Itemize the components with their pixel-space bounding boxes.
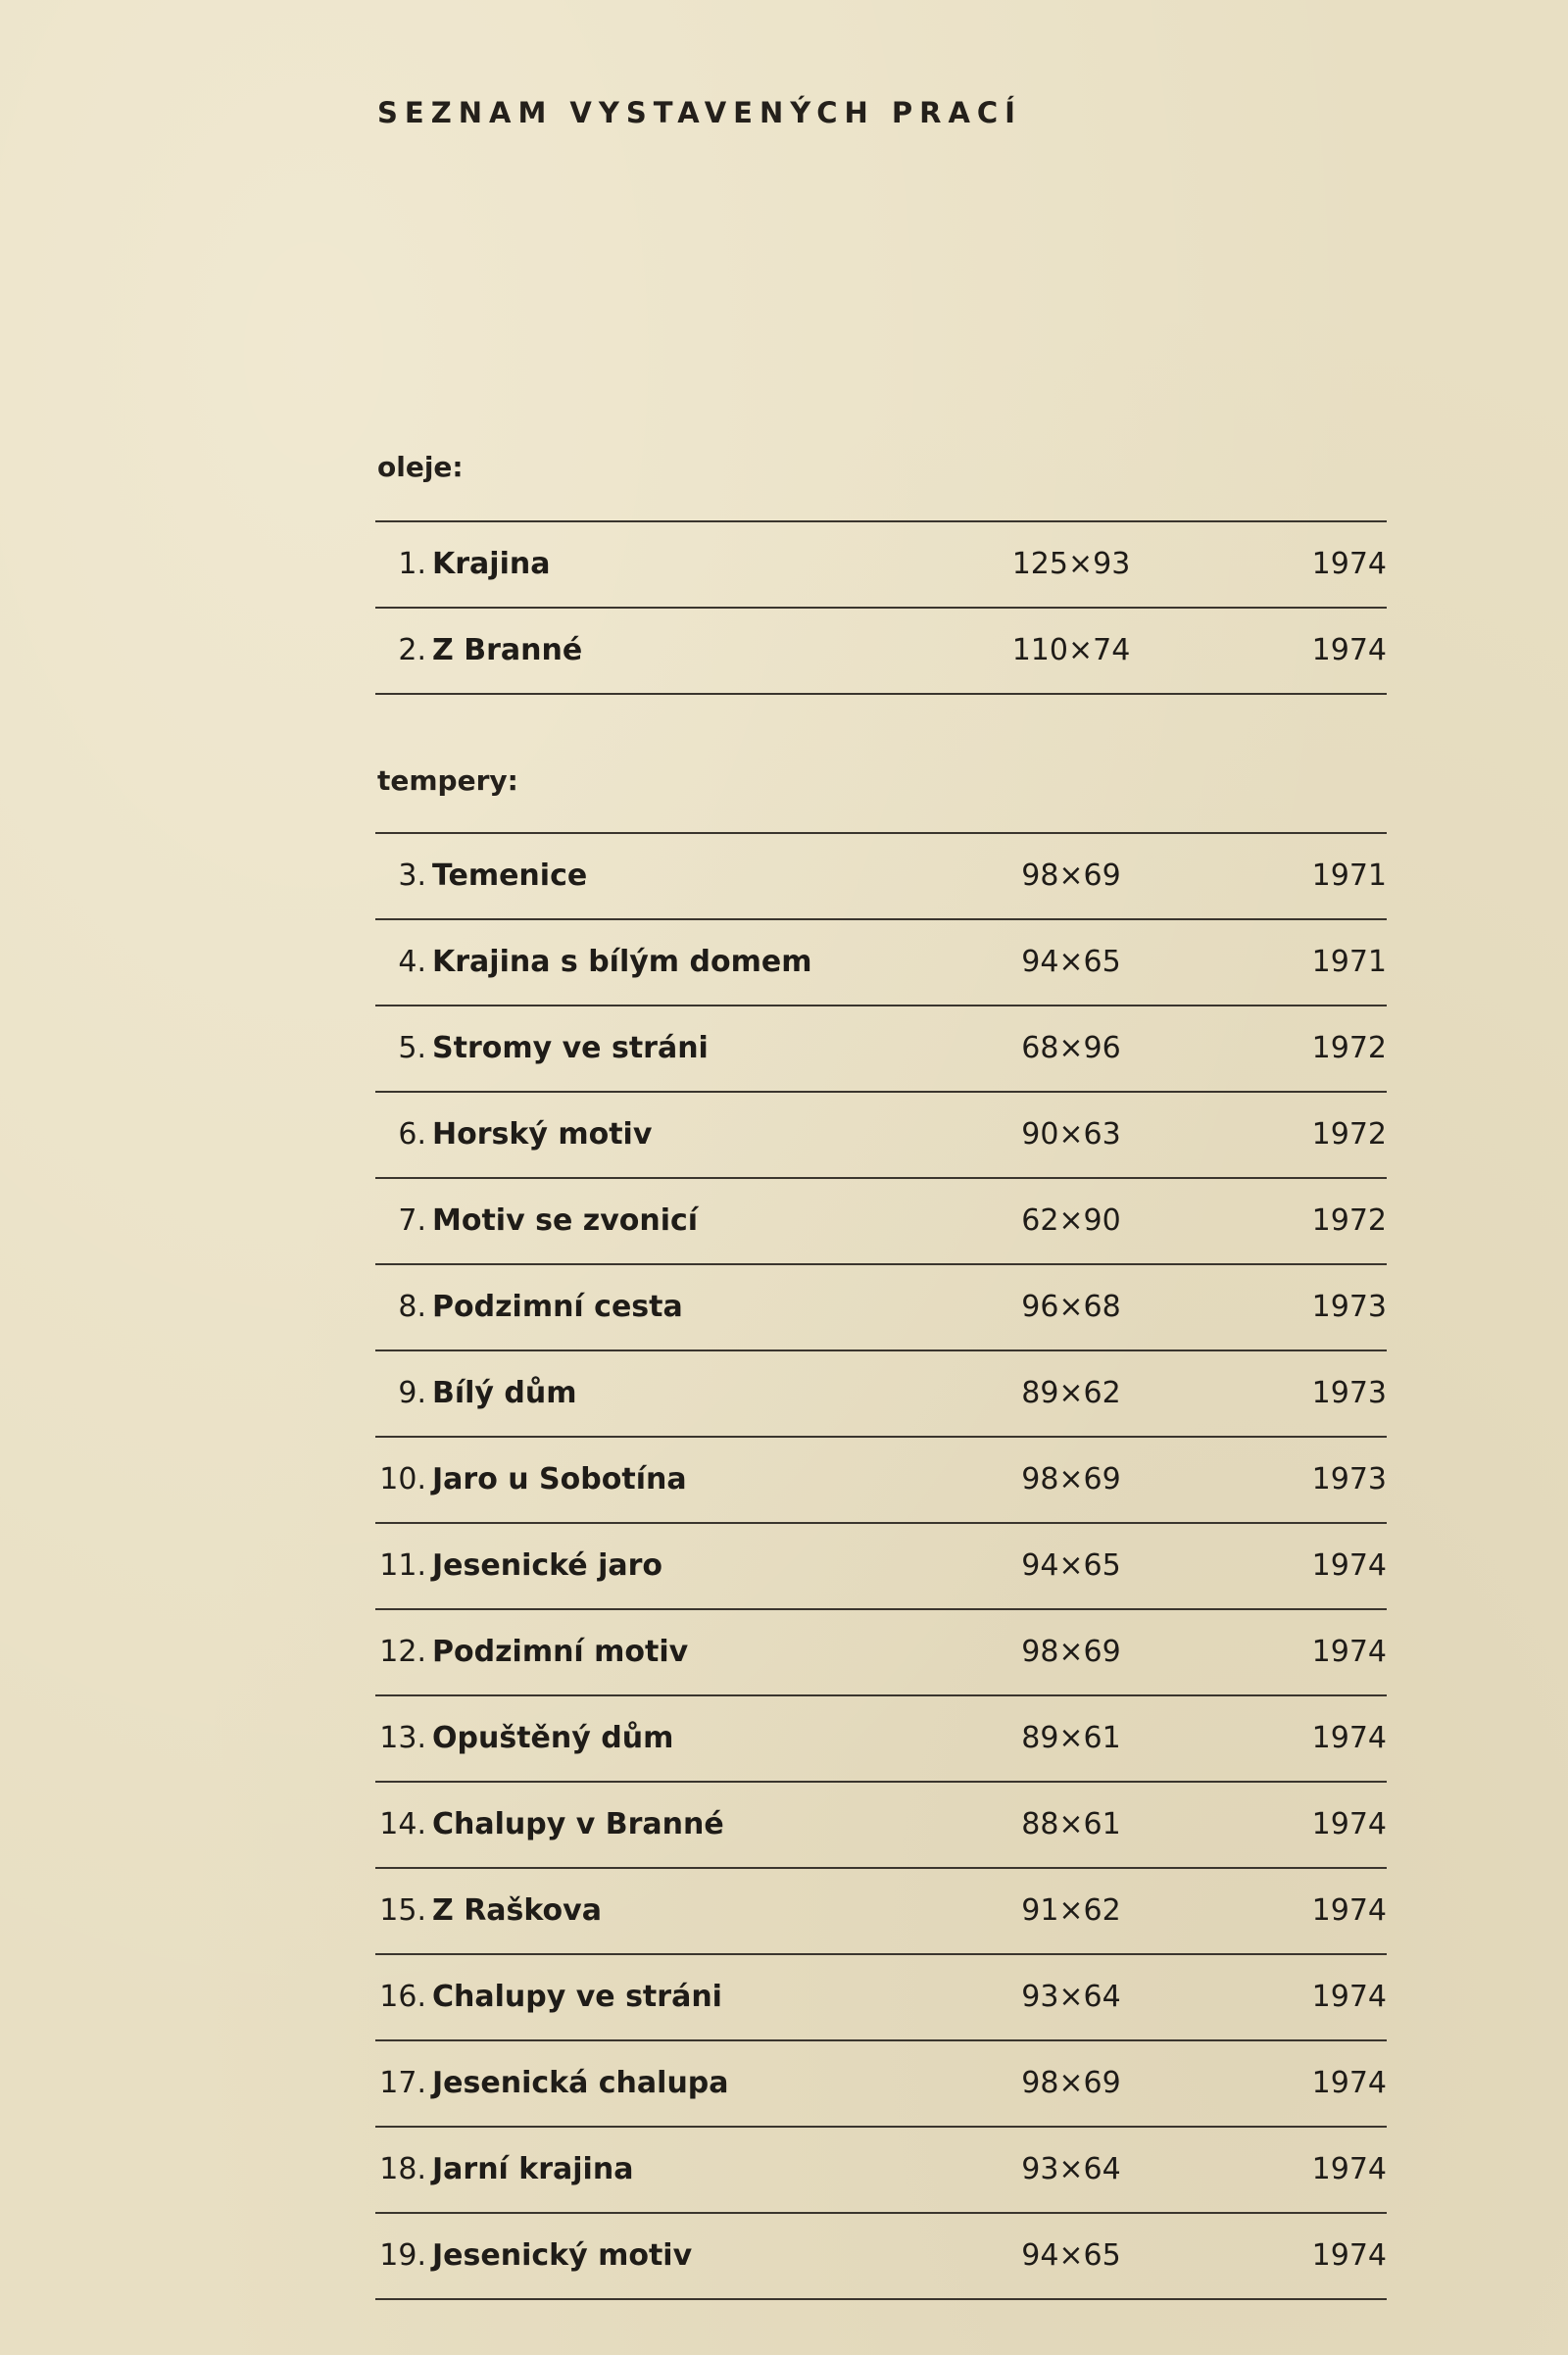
row-year: 1974 xyxy=(1311,633,1387,667)
table-row xyxy=(375,1179,1387,1265)
row-number: 15. xyxy=(379,1893,426,1928)
table-row xyxy=(375,1869,1387,1955)
row-year: 1974 xyxy=(1311,1980,1387,2014)
oleje-table xyxy=(375,522,1387,695)
row-year: 1974 xyxy=(1311,1548,1387,1583)
row-year: 1974 xyxy=(1311,2152,1387,2186)
row-number: 5. xyxy=(398,1031,426,1065)
table-row xyxy=(375,1610,1387,1696)
table-row xyxy=(375,1524,1387,1610)
row-dimensions: 94×65 xyxy=(1021,2238,1121,2273)
row-dimensions: 62×90 xyxy=(1021,1203,1121,1238)
row-title: Podzimní cesta xyxy=(432,1290,683,1324)
row-year: 1972 xyxy=(1311,1117,1387,1152)
row-year: 1972 xyxy=(1311,1203,1387,1238)
section-label-tempery: tempery: xyxy=(377,764,518,797)
row-year: 1974 xyxy=(1311,1635,1387,1669)
table-row xyxy=(375,920,1387,1006)
section-label-oleje: oleje: xyxy=(377,451,464,483)
row-dimensions: 98×69 xyxy=(1021,859,1121,893)
row-number: 4. xyxy=(398,945,426,979)
row-number: 8. xyxy=(398,1290,426,1324)
table-row xyxy=(375,1696,1387,1783)
row-number: 6. xyxy=(398,1117,426,1152)
row-title: Jarní krajina xyxy=(432,2152,634,2186)
row-title: Z Branné xyxy=(432,633,583,667)
row-dimensions: 96×68 xyxy=(1021,1290,1121,1324)
row-year: 1972 xyxy=(1311,1031,1387,1065)
row-dimensions: 98×69 xyxy=(1021,1635,1121,1669)
table-row xyxy=(375,2041,1387,2128)
row-title: Chalupy ve stráni xyxy=(432,1980,722,2014)
row-number: 3. xyxy=(398,859,426,893)
row-number: 11. xyxy=(379,1548,426,1583)
row-dimensions: 88×61 xyxy=(1021,1807,1121,1841)
row-year: 1974 xyxy=(1311,547,1387,581)
row-year: 1971 xyxy=(1311,945,1387,979)
row-dimensions: 89×62 xyxy=(1021,1376,1121,1410)
table-row xyxy=(375,1265,1387,1351)
row-title: Podzimní motiv xyxy=(432,1635,689,1669)
row-number: 18. xyxy=(379,2152,426,2186)
row-dimensions: 90×63 xyxy=(1021,1117,1121,1152)
row-dimensions: 89×61 xyxy=(1021,1721,1121,1755)
row-dimensions: 98×69 xyxy=(1021,1462,1121,1496)
row-title: Opuštěný dům xyxy=(432,1721,674,1755)
row-year: 1974 xyxy=(1311,2066,1387,2100)
table-row xyxy=(375,522,1387,609)
row-title: Stromy ve stráni xyxy=(432,1031,709,1065)
row-number: 17. xyxy=(379,2066,426,2100)
table-row xyxy=(375,609,1387,695)
row-year: 1973 xyxy=(1311,1290,1387,1324)
table-row xyxy=(375,1351,1387,1438)
row-dimensions: 125×93 xyxy=(1011,547,1131,581)
row-year: 1971 xyxy=(1311,859,1387,893)
table-row xyxy=(375,2128,1387,2214)
row-title: Z Raškova xyxy=(432,1893,602,1928)
table-row xyxy=(375,834,1387,920)
row-title: Chalupy v Branné xyxy=(432,1807,724,1841)
table-row xyxy=(375,1093,1387,1179)
row-title: Temenice xyxy=(432,859,588,893)
tempery-table xyxy=(375,834,1387,2300)
row-title: Bílý dům xyxy=(432,1376,577,1410)
page-title: SEZNAM VYSTAVENÝCH PRACÍ xyxy=(377,96,1022,129)
row-year: 1974 xyxy=(1311,2238,1387,2273)
table-row xyxy=(375,1006,1387,1093)
row-title: Horský motiv xyxy=(432,1117,653,1152)
row-number: 19. xyxy=(379,2238,426,2273)
row-dimensions: 68×96 xyxy=(1021,1031,1121,1065)
row-number: 13. xyxy=(379,1721,426,1755)
row-year: 1974 xyxy=(1311,1807,1387,1841)
row-dimensions: 98×69 xyxy=(1021,2066,1121,2100)
row-year: 1973 xyxy=(1311,1376,1387,1410)
row-title: Jaro u Sobotína xyxy=(432,1462,687,1496)
row-number: 9. xyxy=(398,1376,426,1410)
row-number: 1. xyxy=(398,547,426,581)
row-year: 1974 xyxy=(1311,1721,1387,1755)
row-number: 2. xyxy=(398,633,426,667)
row-number: 16. xyxy=(379,1980,426,2014)
row-title: Jesenické jaro xyxy=(432,1548,663,1583)
row-title: Krajina s bílým domem xyxy=(432,945,812,979)
row-title: Jesenický motiv xyxy=(432,2238,693,2273)
row-title: Jesenická chalupa xyxy=(432,2066,729,2100)
row-year: 1973 xyxy=(1311,1462,1387,1496)
row-title: Motiv se zvonicí xyxy=(432,1203,699,1238)
row-number: 7. xyxy=(398,1203,426,1238)
row-dimensions: 93×64 xyxy=(1021,1980,1121,2014)
row-title: Krajina xyxy=(432,547,551,581)
row-dimensions: 110×74 xyxy=(1011,633,1131,667)
row-number: 10. xyxy=(379,1462,426,1496)
row-dimensions: 94×65 xyxy=(1021,1548,1121,1583)
row-year: 1974 xyxy=(1311,1893,1387,1928)
row-dimensions: 91×62 xyxy=(1021,1893,1121,1928)
table-row xyxy=(375,1955,1387,2041)
row-number: 12. xyxy=(379,1635,426,1669)
table-row xyxy=(375,1438,1387,1524)
table-row xyxy=(375,2214,1387,2300)
row-dimensions: 93×64 xyxy=(1021,2152,1121,2186)
table-row xyxy=(375,1783,1387,1869)
row-number: 14. xyxy=(379,1807,426,1841)
row-dimensions: 94×65 xyxy=(1021,945,1121,979)
